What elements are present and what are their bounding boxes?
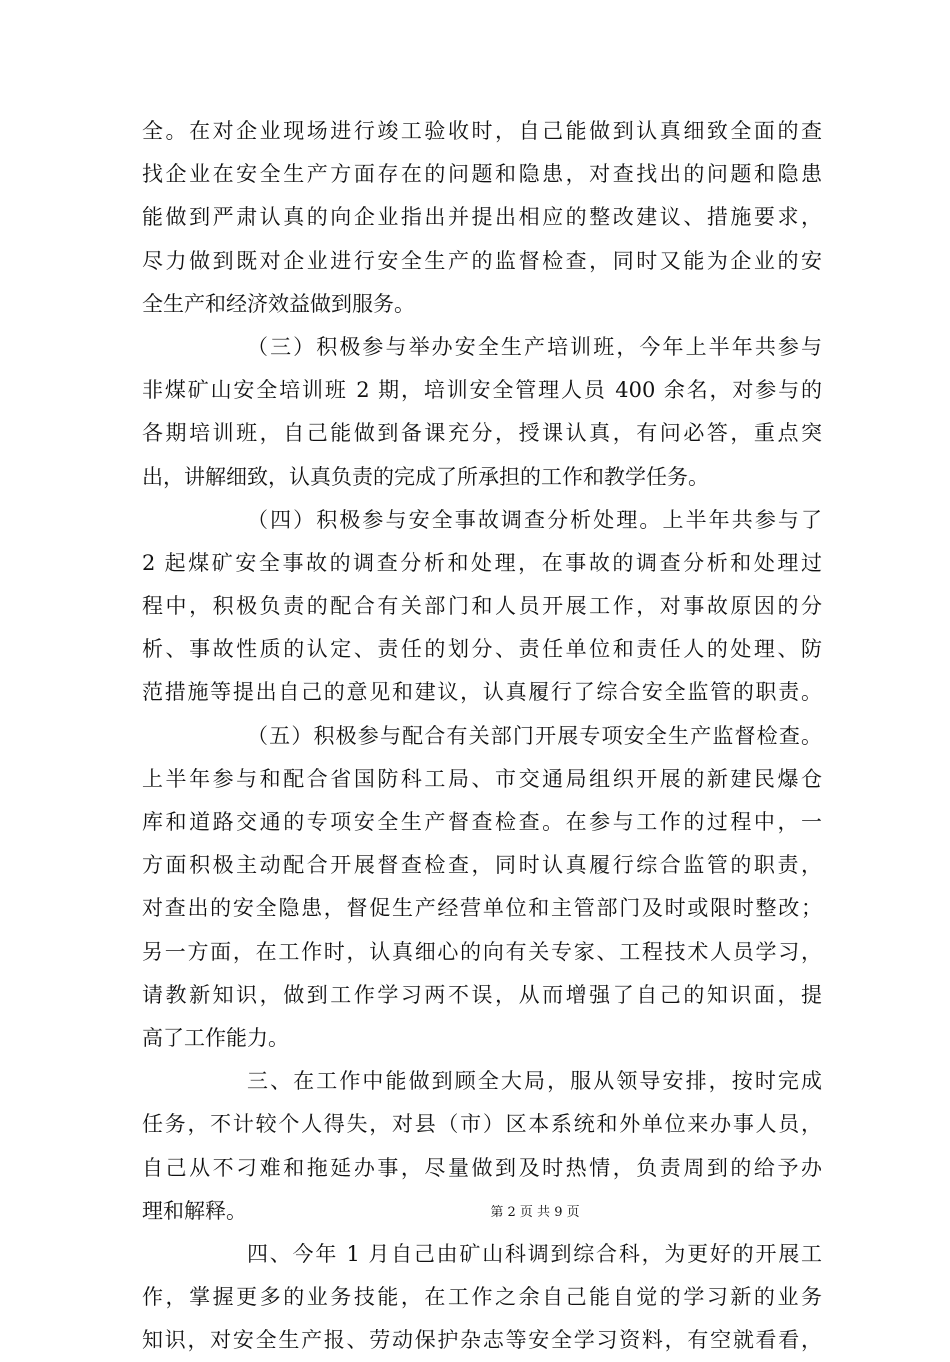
paragraph-heading-5: （五）积极参与配合有关部门开展专项安全生产监督检查。 [247, 723, 822, 748]
text-line: 知识，对安全生产报、劳动保护杂志等安全学习资料，有空就看看， [142, 1328, 822, 1353]
text-line: 出，讲解细致，认真负责的完成了所承担的工作和教学任务。 [142, 464, 709, 489]
text-line: 另一方面，在工作时，认真细心的向有关专家、工程技术人员学习， [142, 939, 822, 964]
text-line: 请教新知识，做到工作学习两不误，从而增强了自己的知识面，提 [142, 982, 822, 1007]
text-line: 程中，积极负责的配合有关部门和人员开展工作，对事故原因的分 [142, 594, 822, 619]
text-line: 范措施等提出自己的意见和建议，认真履行了综合安全监管的职责。 [142, 680, 822, 705]
text-line: 析、事故性质的认定、责任的划分、责任单位和责任人的处理、防 [142, 637, 822, 662]
text-line: 全生产和经济效益做到服务。 [142, 291, 415, 316]
text-line: 上半年参与和配合省国防科工局、市交通局组织开展的新建民爆仓 [142, 766, 822, 791]
text-line: 对查出的安全隐患，督促生产经营单位和主管部门及时或限时整改； [142, 896, 822, 921]
text-line: 库和道路交通的专项安全生产督查检查。在参与工作的过程中，一 [142, 810, 822, 834]
text-line: 作，掌握更多的业务技能，在工作之余自己能自觉的学习新的业务 [142, 1285, 822, 1310]
text-line: 各期培训班，自己能做到备课充分，授课认真，有问必答，重点突 [142, 421, 822, 446]
section-four-heading: 四、今年 1 月自己由矿山科调到综合科，为更好的开展工 [247, 1241, 822, 1266]
text-line: 高了工作能力。 [142, 1025, 289, 1050]
paragraph-heading-3: （三）积极参与举办安全生产培训班，今年上半年共参与 [247, 334, 822, 359]
text-line: 理和解释。 [142, 1198, 247, 1223]
text-line: 任务，不计较个人得失，对县（市）区本系统和外单位来办事人员， [142, 1112, 822, 1137]
section-three-heading: 三、在工作中能做到顾全大局，服从领导安排，按时完成 [247, 1069, 822, 1094]
paragraph-heading-4: （四）积极参与安全事故调查分析处理。上半年共参与了 [247, 507, 822, 532]
page-number: 第 2 页 共 9 页 [490, 1205, 580, 1220]
text-line: 尽力做到既对企业进行安全生产的监督检查，同时又能为企业的安 [142, 248, 822, 273]
text-line: 全。在对企业现场进行竣工验收时，自己能做到认真细致全面的查 [142, 119, 822, 143]
text-line: 方面积极主动配合开展督查检查，同时认真履行综合监管的职责， [142, 853, 822, 878]
text-line: 非煤矿山安全培训班 2 期，培训安全管理人员 400 余名，对参与的 [142, 378, 822, 403]
body-text [142, 110, 822, 1362]
text-line: 能做到严肃认真的向企业指出并提出相应的整改建议、措施要求， [142, 205, 822, 230]
text-line: 自己从不刁难和拖延办事，尽量做到及时热情，负责周到的给予办 [142, 1155, 822, 1180]
text-line: 2 起煤矿安全事故的调查分析和处理，在事故的调查分析和处理过 [142, 550, 822, 575]
text-line: 找企业在安全生产方面存在的问题和隐患，对查找出的问题和隐患 [142, 162, 822, 187]
